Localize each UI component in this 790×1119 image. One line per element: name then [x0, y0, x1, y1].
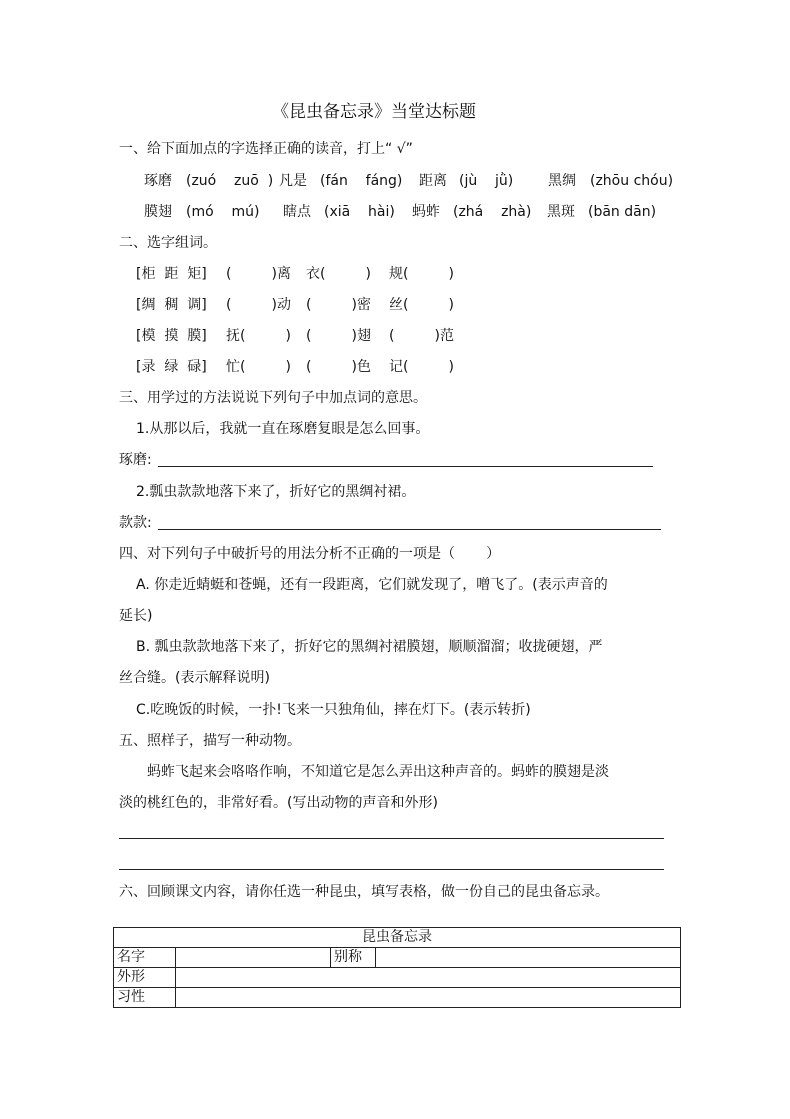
q2-chars: [柜 距 矩]	[136, 266, 207, 282]
q3-answer-line-1[interactable]	[158, 466, 653, 467]
q3-sentence-1: 1.从那以后，我就一直在琢磨复眼是怎么回事。	[136, 421, 430, 437]
q5-answer-line-1[interactable]	[119, 838, 664, 839]
q1-pinyin: (jù jǜ)	[459, 173, 514, 189]
table-title: 昆虫备忘录	[114, 928, 681, 948]
q3-label-1: 琢磨:	[119, 452, 152, 468]
habit-cell[interactable]	[176, 988, 681, 1008]
q2-blank-c[interactable]: 规( )	[389, 266, 454, 282]
shape-cell[interactable]	[176, 968, 681, 988]
alias-cell[interactable]	[376, 948, 681, 968]
q1-word: 蚂蚱	[412, 204, 440, 220]
q5-answer-line-2[interactable]	[119, 869, 664, 870]
q2-blank-a[interactable]: ( )动	[226, 297, 291, 313]
q2-blank-b[interactable]: ( )密	[306, 297, 371, 313]
q1-word: 距离	[419, 173, 447, 189]
q4-option-c[interactable]: C.吃晚饭的时候，一扑!飞来一只独角仙，摔在灯下。(表示转折)	[136, 702, 531, 718]
q1-heading: 一、给下面加点的字选择正确的读音，打上“ √”	[119, 141, 413, 157]
q1-word: 瞎点	[283, 204, 311, 220]
q2-chars: [录 绿 碌]	[136, 359, 207, 375]
q1-pinyin: (xiā hài)	[324, 204, 395, 220]
q1-pinyin: (zhōu chóu)	[590, 173, 674, 189]
q5-example-line-2: 淡的桃红色的，非常好看。(写出动物的声音和外形)	[119, 795, 438, 811]
q4-option-a-line-1[interactable]: A. 你走近蜻蜓和苍蝇，还有一段距离，它们就发现了，噌飞了。(表示声音的	[136, 577, 608, 593]
q5-example-line-1: 蚂蚱飞起来会咯咯作响，不知道它是怎么弄出这种声音的。蚂蚱的膜翅是淡	[147, 764, 609, 780]
q2-blank-a[interactable]: ( )离	[226, 266, 291, 282]
q1-word: 膜翅	[144, 204, 172, 220]
q1-word: 黑斑	[547, 204, 575, 220]
q1-word: 黑绸	[548, 173, 576, 189]
page-title: 《昆虫备忘录》当堂达标题	[272, 102, 476, 122]
q2-blank-a[interactable]: 抚( )	[226, 328, 291, 344]
q2-blank-b[interactable]: ( )翅	[306, 328, 371, 344]
q1-word: 凡是	[279, 173, 307, 189]
q3-sentence-2: 2.瓢虫款款地落下来了，折好它的黑绸衬裙。	[136, 484, 416, 500]
q4-option-b-line-2: 丝合缝。(表示解释说明)	[119, 670, 270, 686]
habit-label: 习性	[114, 988, 176, 1008]
shape-label: 外形	[114, 968, 176, 988]
q1-pinyin: (mó mú)	[186, 204, 260, 220]
q1-word: 琢磨	[144, 173, 172, 189]
q1-pinyin: (fán fáng)	[320, 173, 403, 189]
q5-heading: 五、照样子，描写一种动物。	[119, 733, 301, 749]
q1-pinyin: (zhá zhà)	[453, 204, 532, 220]
q2-blank-b[interactable]: 衣( )	[306, 266, 371, 282]
q2-blank-c[interactable]: ( )范	[389, 328, 454, 344]
name-cell[interactable]	[176, 948, 331, 968]
q6-heading: 六、回顾课文内容，请你任选一种昆虫，填写表格，做一份自己的昆虫备忘录。	[119, 884, 609, 900]
q2-chars: [绸 稠 调]	[136, 297, 207, 313]
q1-pinyin: (zuó zuō )	[186, 173, 274, 189]
q2-chars: [模 摸 膜]	[136, 328, 207, 344]
name-label: 名字	[114, 948, 176, 968]
q3-heading: 三、用学过的方法说说下列句子中加点词的意思。	[119, 390, 427, 406]
q4-option-b-line-1[interactable]: B. 瓢虫款款地落下来了，折好它的黑绸衬裙膜翅，顺顺溜溜；收拢硬翅，严	[136, 639, 603, 655]
q3-label-2: 款款:	[119, 515, 152, 531]
insect-memo-table	[113, 927, 681, 1008]
q1-pinyin: (bān dān)	[588, 204, 657, 220]
q4-heading: 四、对下列句子中破折号的用法分析不正确的一项是（ ）	[119, 546, 501, 562]
q2-heading: 二、选字组词。	[119, 235, 217, 251]
q2-blank-a[interactable]: 忙( )	[226, 359, 291, 375]
q2-blank-c[interactable]: 记( )	[389, 359, 454, 375]
q3-answer-line-2[interactable]	[158, 529, 661, 530]
q4-option-a-line-2: 延长)	[119, 608, 153, 624]
q2-blank-b[interactable]: ( )色	[306, 359, 371, 375]
q2-blank-c[interactable]: 丝( )	[389, 297, 454, 313]
alias-label: 别称	[331, 948, 376, 968]
